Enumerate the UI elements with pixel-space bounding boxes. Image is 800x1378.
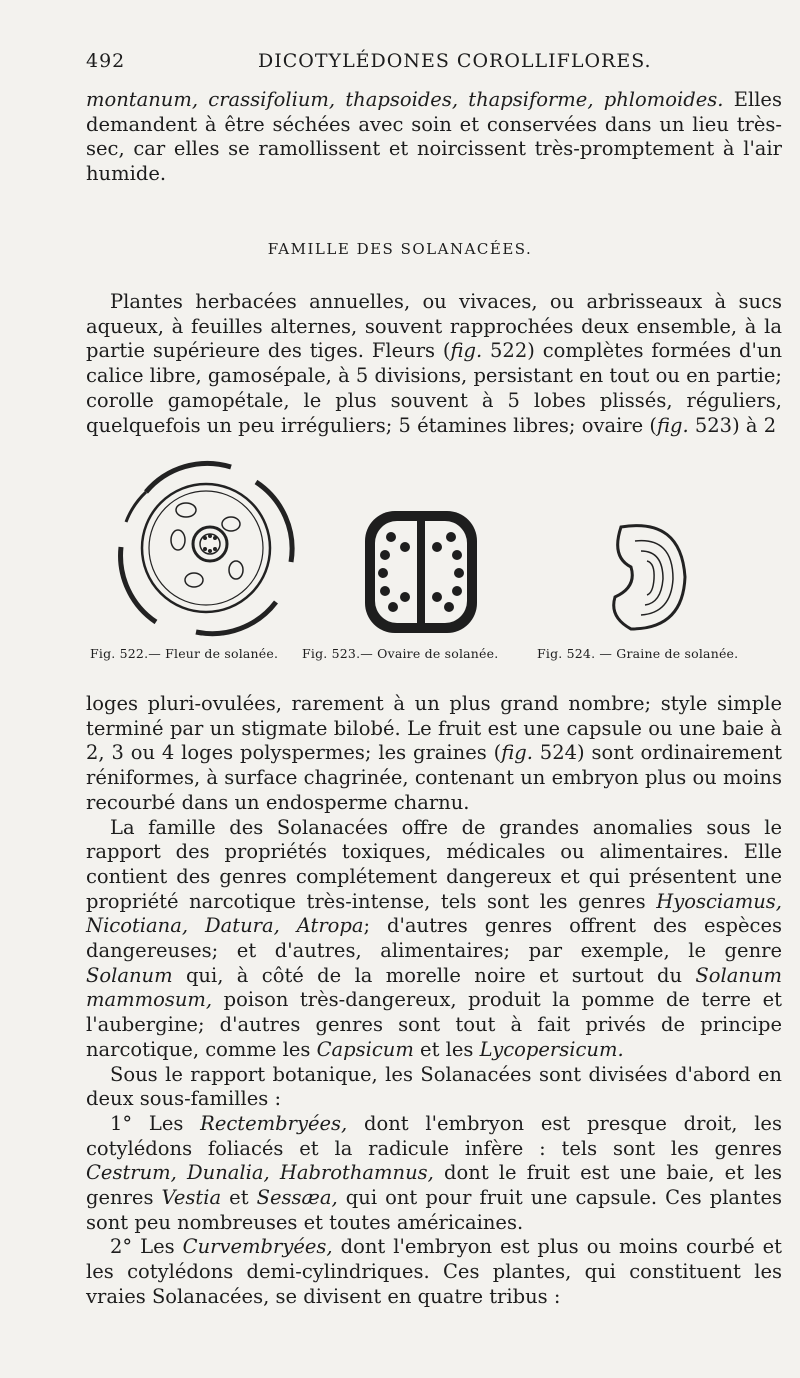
- ovary-diagram-figure: [361, 507, 481, 637]
- desc-cont-text-a: loges pluri-ovulées, rarement à un plus grand nombre; style simple terminé par un stigmate bilobé. Le fruit est une capsule ou une baie à 2, 3 ou 4 loges polyspermes; les graines (: [86, 692, 782, 765]
- genus-name: Solanum: [86, 963, 173, 987]
- fig-ref: fig.: [450, 339, 483, 363]
- properties-text-d: poison très-dangereux, produit la pomme de terre et l'aubergine; d'autres genres sont tout à fait privés de principe narcotique, comme les: [86, 988, 782, 1061]
- intro-text: Elles demandent à être séchées avec soin et conservées dans un lieu très-sec, car elles se ramollissent et noircissent très-promptement à l'air humide.: [86, 88, 782, 186]
- fig-ref: fig.: [656, 413, 689, 437]
- genus-names: Hyosciamus, Nicotiana, Datura, Atropa: [86, 889, 782, 938]
- running-header: [86, 50, 716, 78]
- subfamily-1-text-b: dont l'embryon est presque droit, les cotylédons foliacés et la radicule infère : tels sont les genres: [86, 1111, 782, 1160]
- fig-522-caption: Fig. 522.— Fleur de solanée.: [90, 646, 279, 661]
- main-text: [86, 692, 782, 1310]
- figures-row: [96, 452, 796, 677]
- flower-diagram-figure: [106, 452, 306, 642]
- species-names: montanum, crassifolium, thapsoides, thapsiforme, phlomoides.: [86, 88, 724, 111]
- subfamily-1-text-a: 1° Les: [110, 1111, 201, 1135]
- fig-523-caption: Fig. 523.— Ovaire de solanée.: [302, 646, 499, 661]
- properties-text-e: et les: [413, 1037, 480, 1061]
- figure-captions: [90, 646, 790, 668]
- subfamily-name: Curvembryées,: [182, 1235, 333, 1259]
- subfamily-name: Rectembryées,: [200, 1111, 348, 1135]
- family-description: [86, 290, 782, 438]
- properties-text-c: qui, à côté de la morelle noire et surtout du: [172, 963, 696, 987]
- genus-name: Vestia: [161, 1186, 222, 1210]
- section-title: FAMILLE DES SOLANACÉES.: [267, 240, 533, 258]
- properties-text-a: La famille des Solanacées offre de grandes anomalies sous le rapport des propriétés toxiques, médicales ou alimentaires. Elle contient des genres complétement dangereux et qui présentent une propriété narcotique très-intense, tels sont les genres: [86, 815, 782, 913]
- subfamily-1-text-d: et: [221, 1186, 257, 1210]
- genus-name: Lycopersicum.: [479, 1037, 624, 1061]
- fig-524-caption: Fig. 524. — Graine de solanée.: [537, 646, 739, 661]
- desc-text-b: 522) complètes formées d'un calice libre, gamosépale, à 5 divisions, persistant en tout ou en partie; corolle gamopétale, le plus souvent à 5 lobes plissés, réguliers, quelquefois un peu irréguliers; 5 étamines libres; ovaire (: [86, 339, 782, 437]
- intro-paragraph: [86, 88, 782, 187]
- botanical-intro: Sous le rapport botanique, les Solanacées sont divisées d'abord en deux sous-familles :: [86, 1062, 782, 1111]
- genus-name: Capsicum: [316, 1037, 414, 1061]
- seed-diagram-figure: [601, 517, 691, 637]
- subfamily-1-text-e: qui ont pour fruit une capsule. Ces plantes sont peu nombreuses et toutes américaines.: [86, 1186, 782, 1234]
- desc-cont-text-b: 524) sont ordinairement réniformes, à surface chagrinée, contenant un embryon plus ou moins recourbé dans un endosperme charnu.: [86, 741, 782, 814]
- subfamily-2-text-a: 2° Les: [110, 1235, 183, 1259]
- running-title: DICOTYLÉDONES COROLLIFLORES.: [258, 50, 652, 72]
- desc-text-c: 523) à 2: [688, 413, 777, 437]
- page-number: 492: [86, 50, 126, 72]
- desc-text-a: Plantes herbacées annuelles, ou vivaces, ou arbrisseaux à sucs aqueux, à feuilles alternes, souvent rapprochées deux ensemble, à la partie supérieure des tiges. Fleurs (: [86, 290, 782, 363]
- genus-name: Sessæa,: [256, 1186, 338, 1210]
- genus-names: Cestrum, Dunalia, Habrothamnus,: [86, 1161, 434, 1185]
- properties-text-b: ; d'autres genres offrent des espèces dangereuses; et d'autres, alimentaires; par exemple, le genre: [86, 914, 782, 963]
- fig-ref: fig.: [501, 741, 533, 765]
- species-name: Solanum mammosum,: [86, 963, 782, 1012]
- subfamily-1-text-c: dont le fruit est une baie, et les genres: [86, 1161, 782, 1210]
- subfamily-2-text-b: dont l'embryon est plus ou moins courbé et les cotylédons demi-cylindriques. Ces plantes, qui constituent les vraies Solanacées, se divisent en quatre tribus :: [86, 1235, 782, 1308]
